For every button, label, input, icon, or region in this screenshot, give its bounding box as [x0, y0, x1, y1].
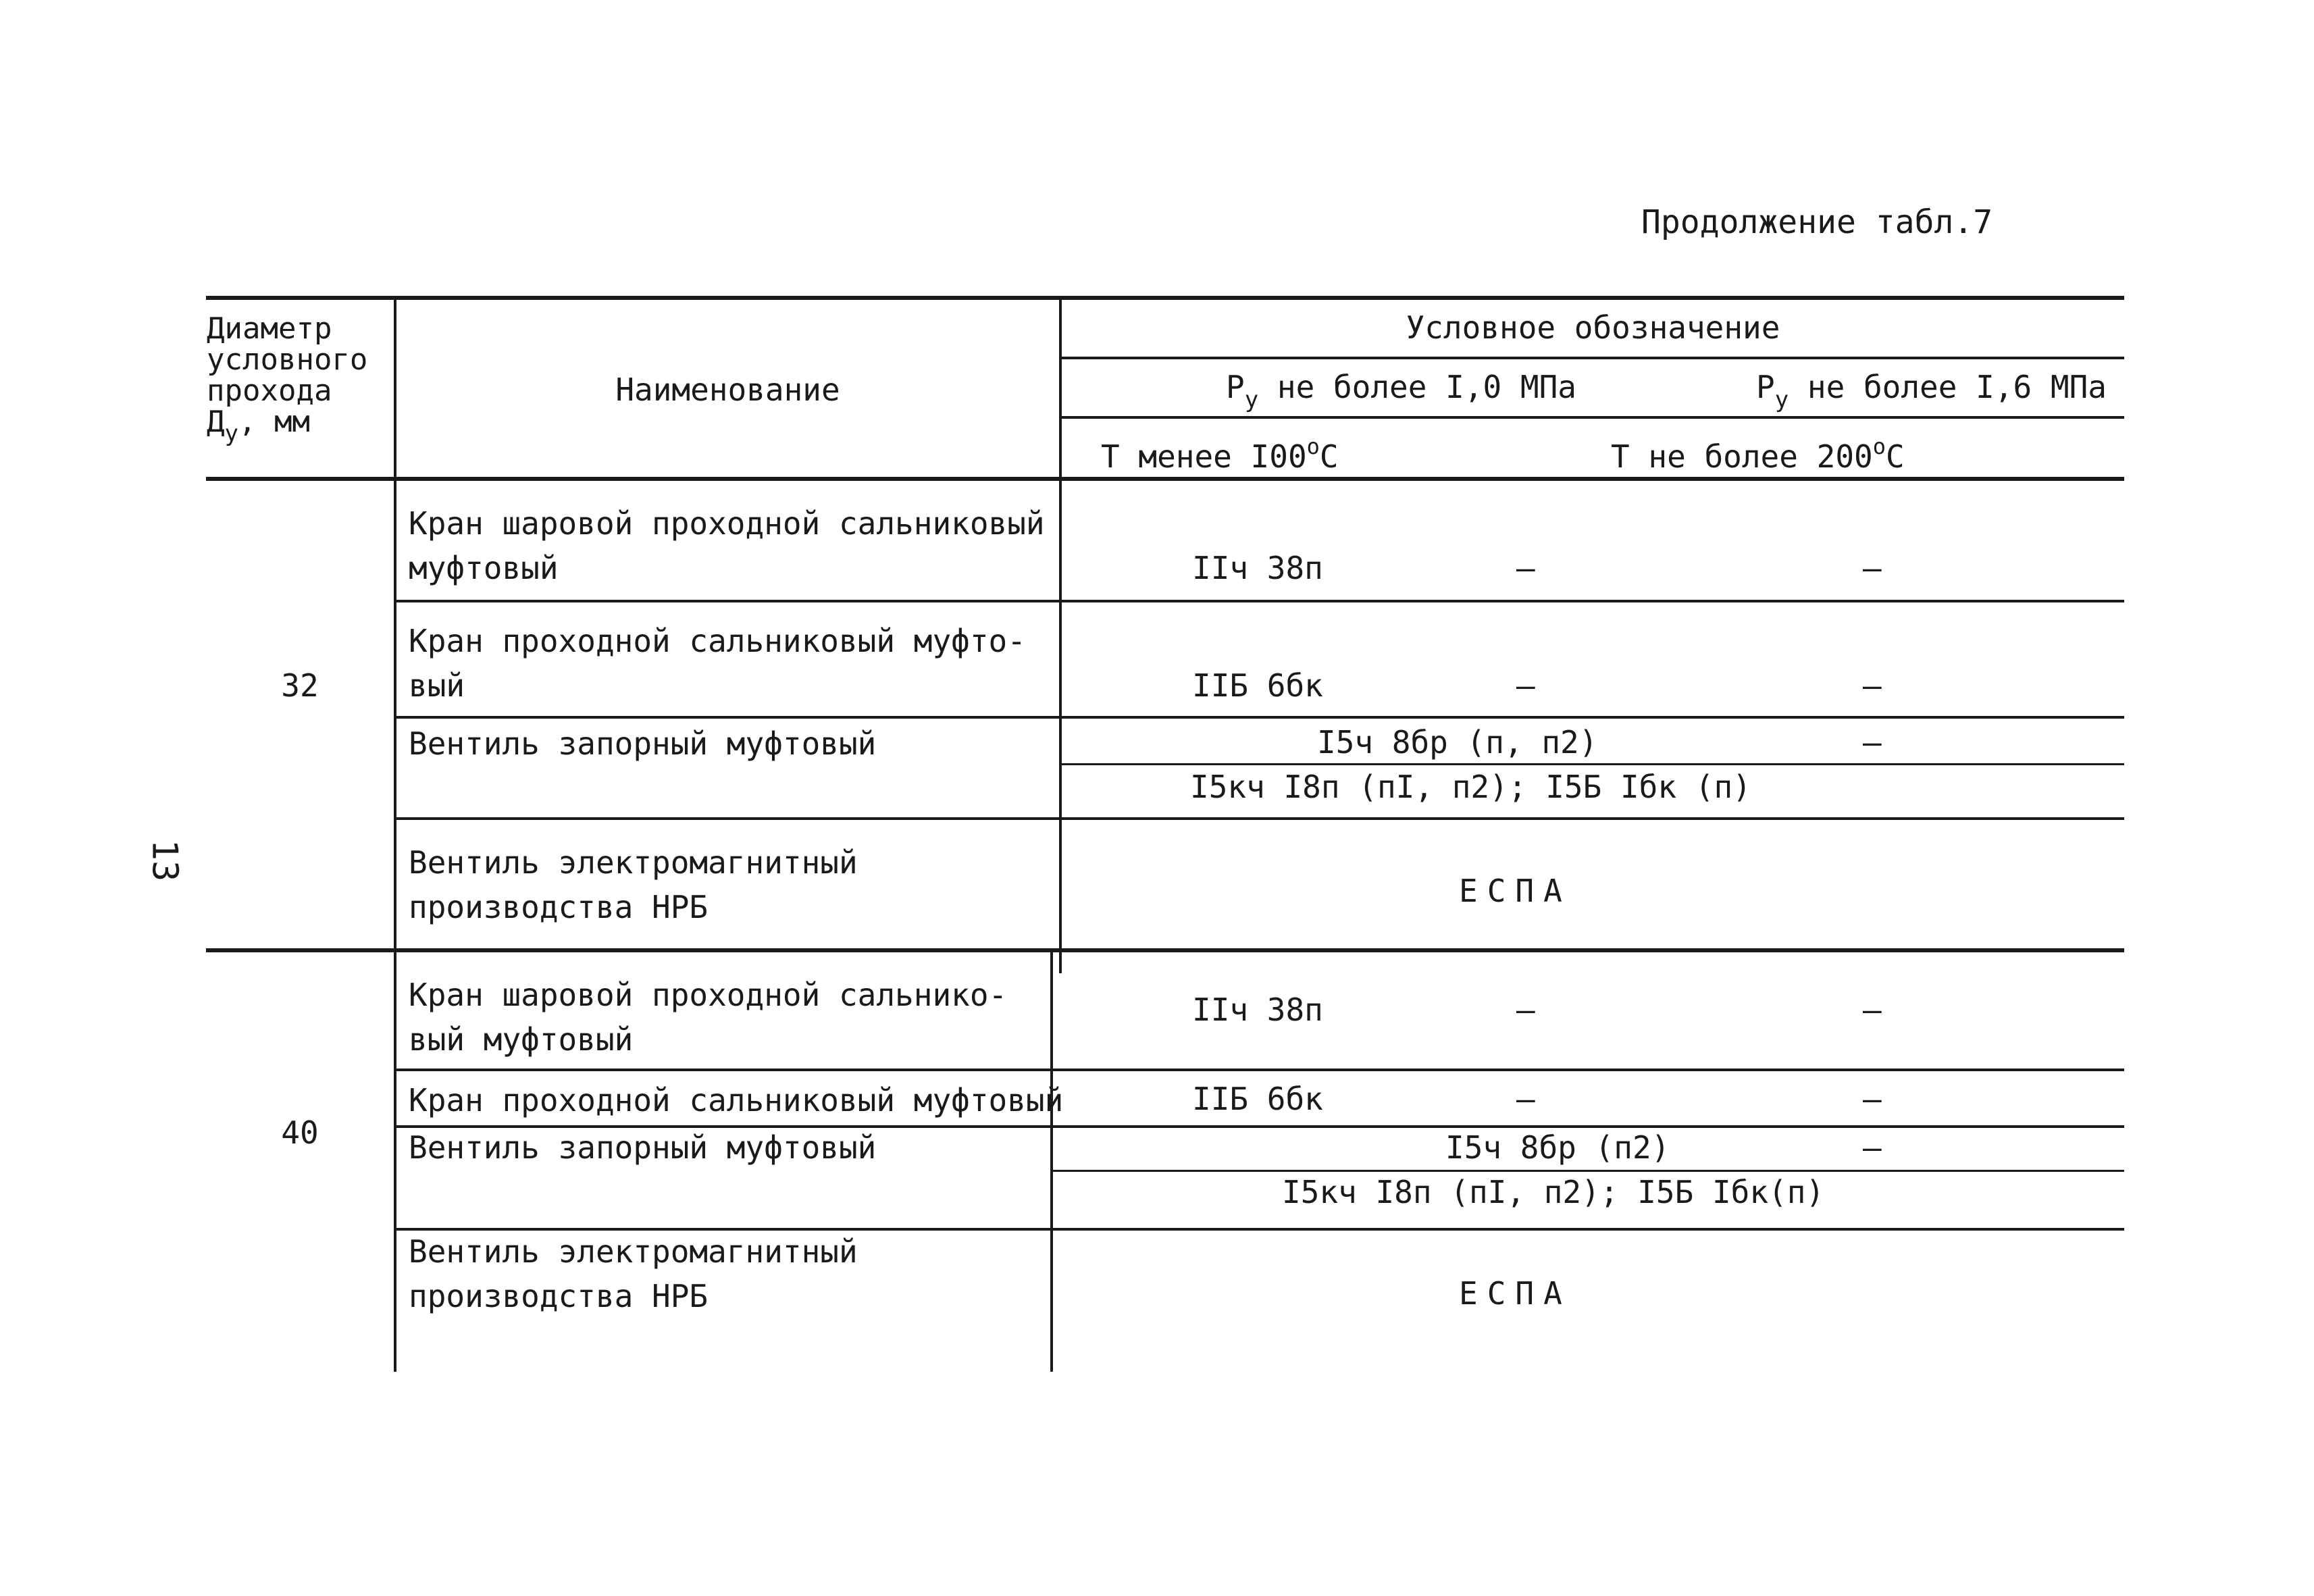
header-pressure-1: $Р_у$ не более I,0 МПа: [1226, 369, 1576, 413]
table-top-border: [206, 296, 2124, 300]
header-temp-2: Т не более $200^оС$: [1611, 434, 1905, 475]
row-sep-32-2: [394, 716, 2124, 719]
header-bottom-border: [206, 477, 2124, 481]
header-diameter-line-4: $Д_у$, мм: [207, 405, 310, 447]
header-designation: Условное обозначение: [1406, 309, 1780, 346]
designation-cell: IIч 38п: [1192, 550, 1323, 586]
row-sep-40-2b: [1050, 1170, 2124, 1172]
row-sep-40-3: [394, 1228, 2124, 1231]
row-name: Вентиль запорный муфтовый: [409, 1129, 877, 1166]
header-pressure-2: $Р_у$ не более I,6 МПа: [1756, 369, 2107, 413]
row-sep-32-3: [394, 817, 2124, 820]
row-sep-32-1: [394, 600, 2124, 602]
dash-cell: –: [1516, 550, 1535, 586]
vline-name-lower: [1050, 948, 1053, 1372]
row-name: Вентиль электромагнитный: [409, 1233, 858, 1270]
diameter-value-40: 40: [281, 1114, 319, 1151]
row-name: муфтовый: [409, 550, 559, 586]
page-number: 13: [144, 839, 185, 882]
group-separator: [206, 948, 2124, 952]
dash-cell: –: [1863, 1081, 1882, 1117]
vline-diameter: [394, 298, 396, 1372]
dash-cell: –: [1516, 1081, 1535, 1117]
designation-span-cell: I5ч 8бр (п2): [1445, 1129, 1670, 1166]
designation-span-cell: I5кч I8п (пI, п2); I5Б Iбк (п): [1190, 769, 1751, 805]
row-name: производства НРБ: [409, 1278, 709, 1314]
dash-cell: –: [1863, 1129, 1882, 1166]
header-temp-1: Т менее $I00^оС$: [1101, 434, 1339, 475]
dash-cell: –: [1516, 667, 1535, 704]
row-name: Кран шаровой проходной сальнико-: [409, 977, 1008, 1013]
vline-name-upper: [1059, 298, 1062, 973]
designation-span-cell: ЕСПА: [1459, 873, 1572, 909]
row-name: вый: [409, 667, 465, 704]
row-name: производства НРБ: [409, 889, 709, 925]
row-name: Кран шаровой проходной сальниковый: [409, 505, 1045, 542]
diameter-value-32: 32: [281, 667, 319, 704]
dash-cell: –: [1863, 724, 1882, 761]
dash-cell: –: [1516, 992, 1535, 1028]
designation-cell: IIч 38п: [1192, 992, 1323, 1028]
dash-cell: –: [1863, 550, 1882, 586]
row-name: вый муфтовый: [409, 1021, 634, 1058]
row-name: Кран проходной сальниковый муфто-: [409, 623, 1026, 659]
designation-cell: IIБ 6бк: [1192, 1081, 1323, 1117]
header-diameter-line-3: прохода: [207, 374, 332, 408]
designation-span-cell: I5ч 8бр (п, п2): [1317, 724, 1598, 761]
header-line-1: [1059, 357, 2124, 359]
header-diameter-line-2: условного: [207, 342, 368, 377]
row-name: Кран проходной сальниковый муфтовый: [409, 1082, 1064, 1118]
dash-cell: –: [1863, 667, 1882, 704]
dash-cell: –: [1863, 992, 1882, 1028]
row-name: Вентиль электромагнитный: [409, 844, 858, 881]
header-name: Наименование: [615, 371, 840, 408]
row-name: Вентиль запорный муфтовый: [409, 725, 877, 762]
designation-span-cell: I5кч I8п (пI, п2); I5Б Iбк(п): [1282, 1174, 1825, 1210]
designation-span-cell: ЕСПА: [1459, 1275, 1572, 1312]
header-diameter-line-1: Диаметр: [207, 311, 332, 346]
continuation-label: Продолжение табл.7: [1641, 203, 1993, 241]
designation-cell: IIБ 6бк: [1192, 667, 1323, 704]
row-sep-40-1: [394, 1069, 2124, 1071]
row-sep-32-2b: [1059, 763, 2124, 765]
